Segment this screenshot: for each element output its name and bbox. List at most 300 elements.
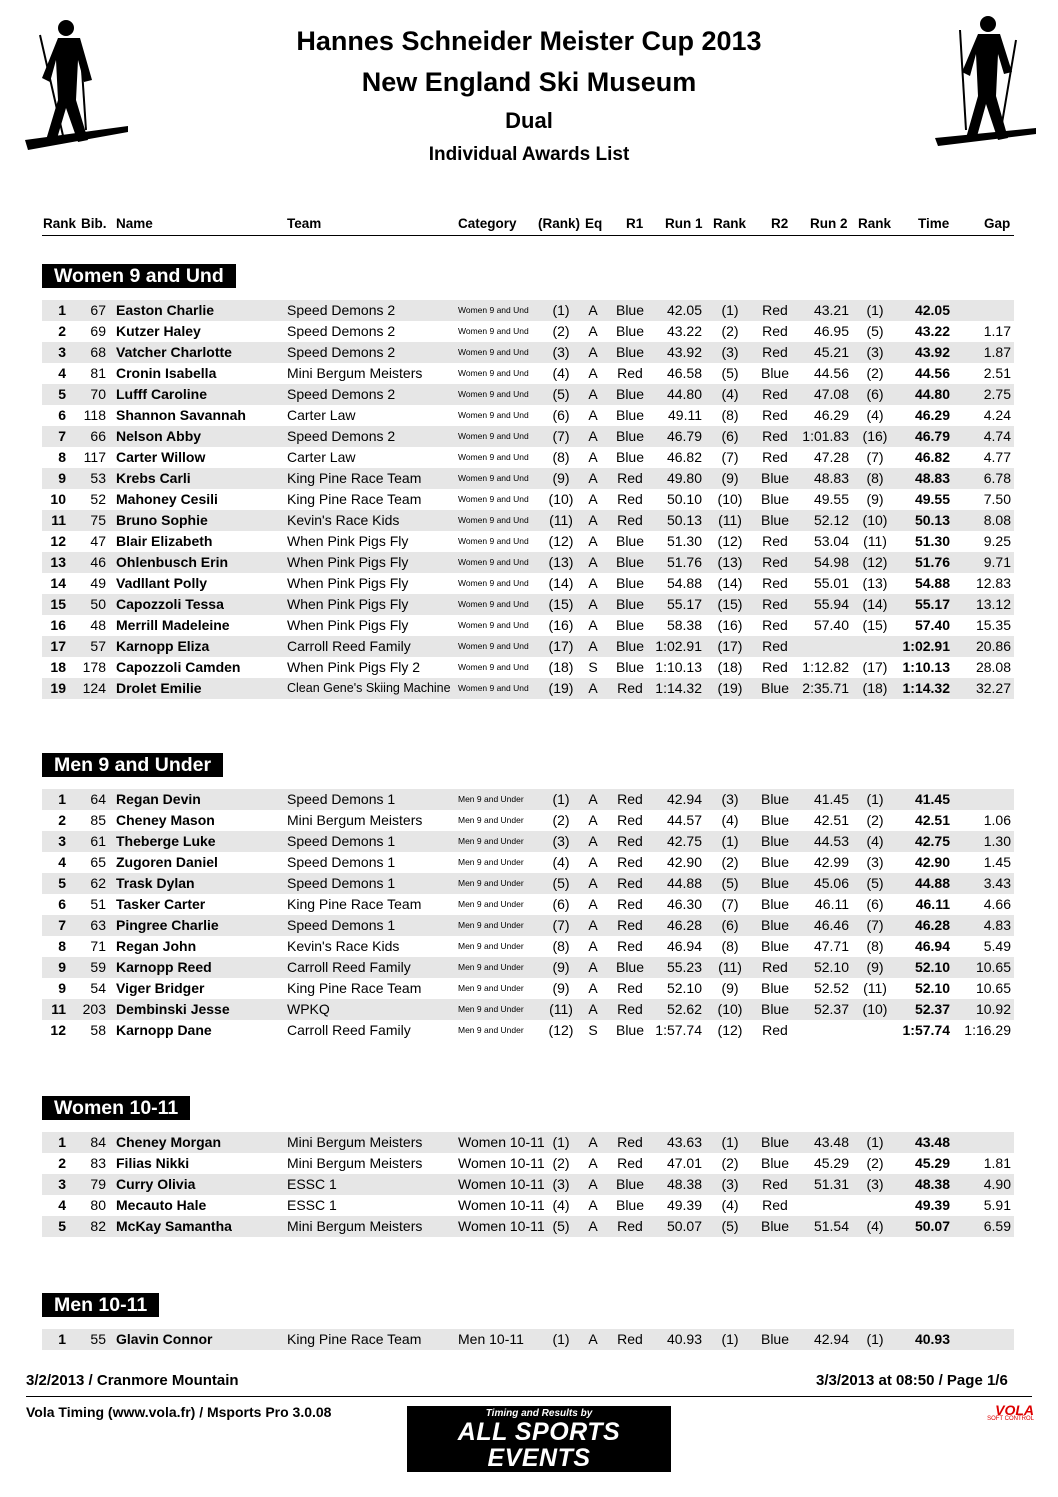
bib: 85 bbox=[90, 812, 106, 828]
run2-rank: (11) bbox=[863, 980, 887, 996]
r1-course: Blue bbox=[615, 596, 645, 612]
bib: 118 bbox=[83, 407, 106, 423]
eq: A bbox=[588, 896, 598, 912]
gap: 7.50 bbox=[983, 491, 1011, 507]
table-row bbox=[42, 342, 1014, 363]
rank: 5 bbox=[58, 386, 66, 402]
best-time: 46.79 bbox=[914, 428, 950, 444]
run1-time: 50.10 bbox=[666, 491, 702, 507]
team: When Pink Pigs Fly bbox=[287, 575, 409, 591]
best-time: 1:10.13 bbox=[902, 659, 950, 675]
category-rank: (6) bbox=[552, 896, 570, 912]
r2-course: Blue bbox=[760, 875, 790, 891]
athlete-name: Trask Dylan bbox=[116, 875, 195, 891]
r1-course: Blue bbox=[615, 659, 645, 675]
table-row bbox=[42, 873, 1014, 894]
table-row bbox=[42, 510, 1014, 531]
header-divider bbox=[42, 235, 1014, 236]
gap: 4.90 bbox=[983, 1176, 1011, 1192]
col-category-rank: (Rank) bbox=[538, 216, 581, 231]
r2-course: Red bbox=[762, 1176, 788, 1192]
run2-time: 57.40 bbox=[813, 617, 849, 633]
team: ESSC 1 bbox=[287, 1176, 337, 1192]
rank: 15 bbox=[50, 596, 66, 612]
team: Speed Demons 2 bbox=[287, 386, 396, 402]
eq: A bbox=[588, 875, 598, 891]
category-rank: (3) bbox=[552, 833, 570, 849]
category: Women 9 and Und bbox=[458, 515, 529, 525]
r2-course: Blue bbox=[760, 938, 790, 954]
r1-course: Red bbox=[617, 1218, 643, 1234]
category: Men 9 and Under bbox=[458, 878, 524, 888]
category: Men 9 and Under bbox=[458, 857, 524, 867]
gap: 9.25 bbox=[983, 533, 1011, 549]
run2-rank: (4) bbox=[866, 407, 884, 423]
best-time: 51.76 bbox=[914, 554, 950, 570]
best-time: 43.22 bbox=[914, 323, 950, 339]
eq: A bbox=[588, 449, 598, 465]
run2-rank: (10) bbox=[862, 1001, 888, 1017]
gap: 3.43 bbox=[983, 875, 1011, 891]
gap: 8.08 bbox=[983, 512, 1011, 528]
rank: 12 bbox=[50, 533, 66, 549]
r2-course: Red bbox=[762, 617, 788, 633]
run2-rank: (5) bbox=[866, 323, 884, 339]
run2-time: 42.51 bbox=[813, 812, 849, 828]
r2-course: Red bbox=[762, 302, 788, 318]
category-rank: (7) bbox=[552, 428, 570, 444]
r2-course: Red bbox=[762, 1197, 788, 1213]
team: Mini Bergum Meisters bbox=[287, 812, 423, 828]
table-row bbox=[42, 789, 1014, 810]
r1-course: Blue bbox=[615, 554, 645, 570]
run2-rank: (14) bbox=[862, 596, 888, 612]
table-row bbox=[42, 594, 1014, 615]
team: When Pink Pigs Fly bbox=[287, 554, 409, 570]
best-time: 1:14.32 bbox=[902, 680, 950, 696]
category-rank: (2) bbox=[552, 812, 570, 828]
rank: 10 bbox=[50, 491, 66, 507]
category-rank: (6) bbox=[552, 407, 570, 423]
run2-time: 52.37 bbox=[813, 1001, 849, 1017]
table-row bbox=[42, 573, 1014, 594]
rank: 6 bbox=[58, 407, 66, 423]
category-rank: (15) bbox=[548, 596, 574, 612]
rank: 9 bbox=[58, 980, 66, 996]
r2-course: Blue bbox=[760, 917, 790, 933]
run1-time: 46.58 bbox=[666, 365, 702, 381]
gap: 12.83 bbox=[975, 575, 1011, 591]
athlete-name: Vadllant Polly bbox=[116, 575, 208, 591]
team: Kevin's Race Kids bbox=[287, 512, 400, 528]
eq: A bbox=[588, 1197, 598, 1213]
r2-course: Blue bbox=[760, 1134, 790, 1150]
r1-course: Blue bbox=[615, 1197, 645, 1213]
run1-time: 1:14.32 bbox=[655, 680, 702, 696]
gap: 4.83 bbox=[983, 917, 1011, 933]
table-row bbox=[42, 384, 1014, 405]
r2-course: Blue bbox=[760, 680, 790, 696]
run2-rank: (11) bbox=[863, 533, 887, 549]
r2-course: Red bbox=[762, 344, 788, 360]
run2-rank: (8) bbox=[866, 938, 884, 954]
run2-time: 51.31 bbox=[813, 1176, 849, 1192]
run2-time: 54.98 bbox=[813, 554, 849, 570]
category-rank: (7) bbox=[552, 917, 570, 933]
r2-course: Red bbox=[762, 1022, 788, 1038]
run1-rank: (3) bbox=[721, 1176, 739, 1192]
category-rank: (11) bbox=[549, 1001, 573, 1017]
best-time: 46.28 bbox=[914, 917, 950, 933]
run1-time: 43.22 bbox=[666, 323, 702, 339]
eq: A bbox=[588, 512, 598, 528]
category-rank: (13) bbox=[548, 554, 574, 570]
category: Men 9 and Under bbox=[458, 941, 524, 951]
eq: A bbox=[588, 938, 598, 954]
category: Women 9 and Und bbox=[458, 431, 529, 441]
run2-time: 53.04 bbox=[813, 533, 849, 549]
run2-rank: (2) bbox=[866, 365, 884, 381]
gap: 13.12 bbox=[975, 596, 1011, 612]
bib: 58 bbox=[90, 1022, 106, 1038]
gap: 1.87 bbox=[983, 344, 1011, 360]
team: Speed Demons 1 bbox=[287, 854, 396, 870]
table-row bbox=[42, 810, 1014, 831]
run1-time: 55.23 bbox=[666, 959, 702, 975]
col-eq: Eq bbox=[585, 216, 603, 231]
r2-course: Blue bbox=[760, 854, 790, 870]
col-gap: Gap bbox=[984, 216, 1011, 231]
r2-course: Blue bbox=[760, 365, 790, 381]
table-row bbox=[42, 426, 1014, 447]
athlete-name: Capozzoli Tessa bbox=[116, 596, 224, 612]
run2-rank: (1) bbox=[866, 1134, 884, 1150]
category: Women 9 and Und bbox=[458, 599, 529, 609]
col-time: Time bbox=[918, 216, 950, 231]
category: Men 9 and Under bbox=[458, 962, 524, 972]
run1-rank: (1) bbox=[721, 833, 739, 849]
table-row bbox=[42, 300, 1014, 321]
eq: S bbox=[588, 1022, 598, 1038]
gap bbox=[958, 1132, 1011, 1153]
r2-course: Red bbox=[762, 533, 788, 549]
run1-time: 40.93 bbox=[666, 1331, 702, 1347]
r2-course: Blue bbox=[760, 491, 790, 507]
category: Women 10-11 bbox=[458, 1218, 545, 1234]
best-time: 46.29 bbox=[914, 407, 950, 423]
print-date-page: 3/3/2013 at 08:50 / Page 1/6 bbox=[816, 1372, 1008, 1389]
run1-time: 55.17 bbox=[666, 596, 702, 612]
team: King Pine Race Team bbox=[287, 896, 422, 912]
category-rank: (1) bbox=[552, 791, 570, 807]
rank: 8 bbox=[58, 938, 66, 954]
run1-rank: (18) bbox=[717, 659, 743, 675]
category: Women 9 and Und bbox=[458, 452, 529, 462]
col-run1: Run 1 bbox=[665, 216, 703, 231]
r2-course: Blue bbox=[760, 896, 790, 912]
r1-course: Blue bbox=[615, 302, 645, 318]
run1-rank: (1) bbox=[721, 1134, 739, 1150]
col-run2: Run 2 bbox=[810, 216, 848, 231]
run1-rank: (1) bbox=[721, 302, 739, 318]
run2-time: 49.55 bbox=[813, 491, 849, 507]
list-title: Individual Awards List bbox=[428, 144, 630, 165]
gap: 10.92 bbox=[975, 1001, 1011, 1017]
table-row bbox=[42, 852, 1014, 873]
gap bbox=[958, 789, 1011, 810]
table-row bbox=[42, 468, 1014, 489]
run2-rank: (17) bbox=[862, 659, 888, 675]
run2-rank: (7) bbox=[866, 449, 884, 465]
athlete-name: Krebs Carli bbox=[116, 470, 191, 486]
category-rank: (4) bbox=[552, 1197, 570, 1213]
bib: 66 bbox=[90, 428, 106, 444]
run2-rank: (15) bbox=[862, 617, 888, 633]
category-rank: (4) bbox=[552, 365, 570, 381]
category: Women 9 and Und bbox=[458, 662, 529, 672]
best-time: 52.37 bbox=[914, 1001, 950, 1017]
r1-course: Blue bbox=[615, 1022, 645, 1038]
r1-course: Red bbox=[617, 833, 643, 849]
bib: 55 bbox=[90, 1331, 106, 1347]
run1-rank: (6) bbox=[721, 917, 739, 933]
gap: 1.81 bbox=[983, 1155, 1011, 1171]
r2-course: Blue bbox=[760, 1331, 790, 1347]
run1-time: 42.94 bbox=[666, 791, 702, 807]
category: Women 9 and Und bbox=[458, 641, 529, 651]
gap bbox=[958, 300, 1011, 321]
bib: 65 bbox=[90, 854, 106, 870]
team: ESSC 1 bbox=[287, 1197, 337, 1213]
run2-rank: (7) bbox=[866, 917, 884, 933]
rank: 1 bbox=[58, 791, 66, 807]
run2-rank bbox=[856, 636, 894, 657]
run1-time: 44.80 bbox=[666, 386, 702, 402]
category: Men 9 and Under bbox=[458, 794, 524, 804]
athlete-name: McKay Samantha bbox=[116, 1218, 232, 1234]
r2-course: Blue bbox=[760, 1155, 790, 1171]
page-subtitle: New England Ski Museum bbox=[361, 67, 697, 97]
r2-course: Red bbox=[762, 959, 788, 975]
rank: 2 bbox=[58, 323, 66, 339]
eq: A bbox=[588, 407, 598, 423]
bib: 203 bbox=[82, 1001, 106, 1017]
category: Women 9 and Und bbox=[458, 389, 529, 399]
rank: 16 bbox=[50, 617, 66, 633]
category: Women 9 and Und bbox=[458, 578, 529, 588]
eq: A bbox=[588, 344, 598, 360]
bib: 83 bbox=[90, 1155, 106, 1171]
run2-rank: (1) bbox=[866, 302, 884, 318]
r1-course: Blue bbox=[615, 407, 645, 423]
category: Women 10-11 bbox=[458, 1197, 545, 1213]
run1-rank: (10) bbox=[717, 1001, 743, 1017]
table-row bbox=[42, 552, 1014, 573]
category: Men 9 and Under bbox=[458, 1025, 524, 1035]
table-row bbox=[42, 1174, 1014, 1195]
run2-rank: (10) bbox=[862, 512, 888, 528]
category-rank: (5) bbox=[552, 386, 570, 402]
category: Men 9 and Under bbox=[458, 983, 524, 993]
r1-course: Red bbox=[617, 917, 643, 933]
athlete-name: Merrill Madeleine bbox=[116, 617, 230, 633]
r2-course: Red bbox=[762, 659, 788, 675]
r2-course: Red bbox=[762, 554, 788, 570]
rank: 2 bbox=[58, 812, 66, 828]
eq: A bbox=[588, 638, 598, 654]
category-rank: (1) bbox=[552, 1134, 570, 1150]
category: Women 9 and Und bbox=[458, 557, 529, 567]
table-row bbox=[42, 831, 1014, 852]
bib: 46 bbox=[90, 554, 106, 570]
gap: 1:16.29 bbox=[964, 1022, 1011, 1038]
table-row bbox=[42, 636, 1014, 657]
run2-time: 41.45 bbox=[813, 791, 849, 807]
table-row bbox=[42, 321, 1014, 342]
table-row bbox=[42, 1020, 1014, 1041]
run2-rank bbox=[856, 1020, 894, 1041]
run1-rank: (7) bbox=[721, 449, 739, 465]
athlete-name: Curry Olivia bbox=[116, 1176, 196, 1192]
bib: 49 bbox=[90, 575, 106, 591]
team: Kevin's Race Kids bbox=[287, 938, 400, 954]
col-name: Name bbox=[116, 216, 153, 231]
r1-course: Red bbox=[617, 854, 643, 870]
table-row bbox=[42, 405, 1014, 426]
rank: 19 bbox=[50, 680, 66, 696]
run2-time: 45.29 bbox=[813, 1155, 849, 1171]
team: When Pink Pigs Fly bbox=[287, 596, 409, 612]
category-rank: (2) bbox=[552, 323, 570, 339]
r1-course: Blue bbox=[615, 449, 645, 465]
run1-time: 50.07 bbox=[666, 1218, 702, 1234]
athlete-name: Karnopp Dane bbox=[116, 1022, 212, 1038]
col-bib: Bib. bbox=[81, 216, 107, 231]
bib: 81 bbox=[90, 365, 106, 381]
run2-time: 52.12 bbox=[813, 512, 849, 528]
team: Speed Demons 2 bbox=[287, 344, 396, 360]
athlete-name: Theberge Luke bbox=[116, 833, 216, 849]
category: Women 9 and Und bbox=[458, 347, 529, 357]
run2-time: 45.06 bbox=[813, 875, 849, 891]
col-r1: R1 bbox=[626, 216, 644, 231]
r1-course: Red bbox=[617, 1155, 643, 1171]
bib: 52 bbox=[90, 491, 106, 507]
category-rank: (16) bbox=[548, 617, 574, 633]
bib: 51 bbox=[90, 896, 106, 912]
run1-rank: (5) bbox=[721, 875, 739, 891]
eq: A bbox=[588, 812, 598, 828]
rank: 5 bbox=[58, 875, 66, 891]
run2-rank: (3) bbox=[866, 854, 884, 870]
eq: A bbox=[588, 791, 598, 807]
bib: 57 bbox=[90, 638, 106, 654]
category-rank: (19) bbox=[548, 680, 574, 696]
gap: 15.35 bbox=[975, 617, 1011, 633]
best-time: 42.75 bbox=[914, 833, 950, 849]
best-time: 42.90 bbox=[914, 854, 950, 870]
rank: 4 bbox=[58, 365, 66, 381]
r1-course: Red bbox=[617, 491, 643, 507]
run2-time: 46.29 bbox=[813, 407, 849, 423]
team: Speed Demons 1 bbox=[287, 791, 396, 807]
run1-time: 46.30 bbox=[666, 896, 702, 912]
best-time: 43.92 bbox=[914, 344, 950, 360]
run2-time: 47.08 bbox=[813, 386, 849, 402]
category-rank: (12) bbox=[548, 1022, 574, 1038]
category-rank: (5) bbox=[552, 875, 570, 891]
col-rank2: Rank bbox=[858, 216, 892, 231]
run1-rank: (1) bbox=[721, 1331, 739, 1347]
athlete-name: Cheney Mason bbox=[116, 812, 215, 828]
category-rank: (9) bbox=[552, 959, 570, 975]
eq: A bbox=[588, 680, 598, 696]
team: Carroll Reed Family bbox=[287, 959, 411, 975]
run1-rank: (2) bbox=[721, 323, 739, 339]
r1-course: Blue bbox=[615, 428, 645, 444]
r1-course: Red bbox=[617, 938, 643, 954]
eq: A bbox=[588, 1001, 598, 1017]
category: Women 10-11 bbox=[458, 1134, 545, 1150]
team: Carroll Reed Family bbox=[287, 638, 411, 654]
r2-course: Red bbox=[762, 407, 788, 423]
run1-rank: (14) bbox=[717, 575, 743, 591]
table-row bbox=[42, 957, 1014, 978]
run2-time: 52.10 bbox=[813, 959, 849, 975]
category-rank: (1) bbox=[552, 302, 570, 318]
category-rank: (12) bbox=[548, 533, 574, 549]
run1-time: 44.57 bbox=[666, 812, 702, 828]
run1-time: 42.75 bbox=[666, 833, 702, 849]
athlete-name: Blair Elizabeth bbox=[116, 533, 213, 549]
team: Carter Law bbox=[287, 407, 356, 423]
best-time: 46.82 bbox=[914, 449, 950, 465]
eq: A bbox=[588, 491, 598, 507]
best-time: 1:02.91 bbox=[902, 638, 950, 654]
run1-time: 52.62 bbox=[666, 1001, 702, 1017]
run2-rank: (6) bbox=[866, 896, 884, 912]
gap: 10.65 bbox=[975, 959, 1011, 975]
athlete-name: Bruno Sophie bbox=[116, 512, 208, 528]
rank: 4 bbox=[58, 1197, 66, 1213]
athlete-name: Shannon Savannah bbox=[116, 407, 246, 423]
run2-time: 47.28 bbox=[813, 449, 849, 465]
bib: 61 bbox=[90, 833, 106, 849]
run1-rank: (5) bbox=[721, 365, 739, 381]
gap: 4.77 bbox=[983, 449, 1011, 465]
athlete-name: Pingree Charlie bbox=[116, 917, 219, 933]
team: King Pine Race Team bbox=[287, 980, 422, 996]
bib: 70 bbox=[90, 386, 106, 402]
run1-rank: (17) bbox=[717, 638, 743, 654]
gap: 4.74 bbox=[983, 428, 1011, 444]
best-time: 42.51 bbox=[914, 812, 950, 828]
run2-time: 2:35.71 bbox=[802, 680, 849, 696]
athlete-name: Dembinski Jesse bbox=[116, 1001, 230, 1017]
athlete-name: Cheney Morgan bbox=[116, 1134, 222, 1150]
gap: 6.78 bbox=[983, 470, 1011, 486]
category-section-title: Women 9 and Und bbox=[42, 264, 236, 288]
best-time: 42.05 bbox=[914, 302, 950, 318]
rank: 18 bbox=[50, 659, 66, 675]
software-credit: Vola Timing (www.vola.fr) / Msports Pro 3.0.08 bbox=[26, 1404, 332, 1420]
r2-course: Blue bbox=[760, 980, 790, 996]
table-row bbox=[42, 1216, 1014, 1237]
eq: A bbox=[588, 470, 598, 486]
best-time: 50.13 bbox=[914, 512, 950, 528]
r2-course: Blue bbox=[760, 833, 790, 849]
category-rank: (2) bbox=[552, 1155, 570, 1171]
